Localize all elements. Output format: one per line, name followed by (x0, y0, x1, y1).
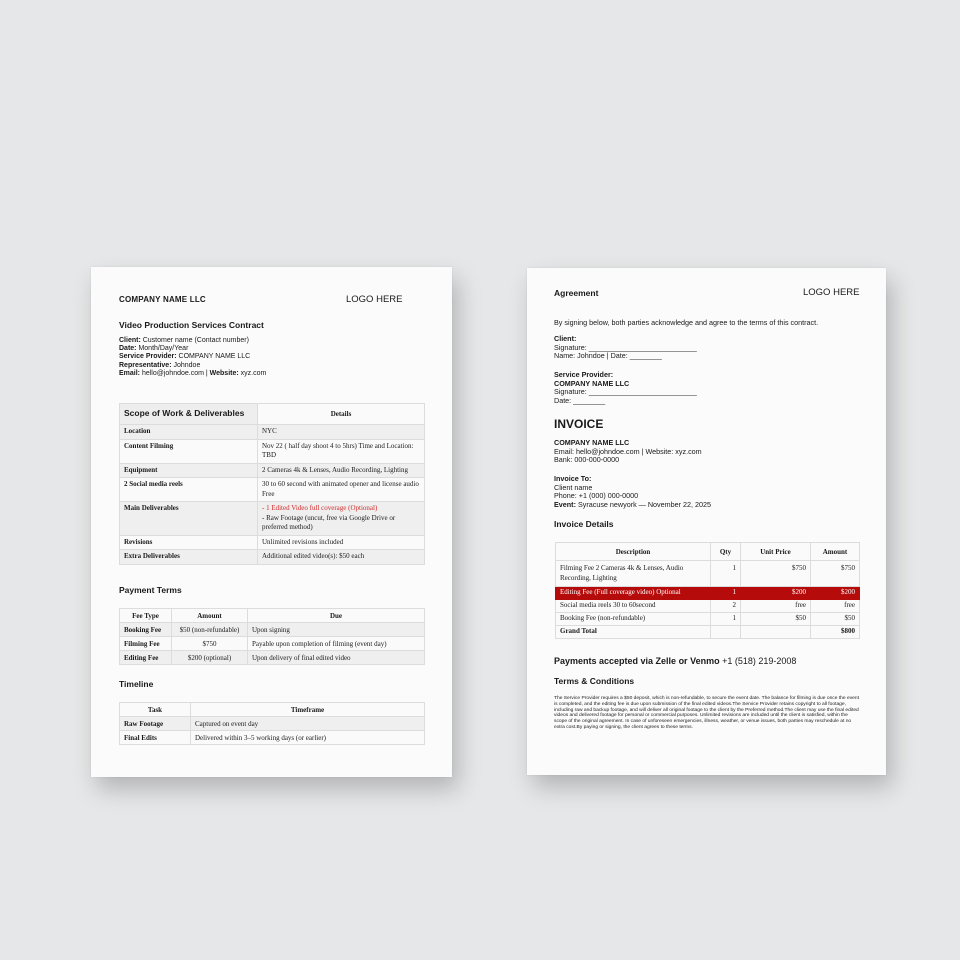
rep-label: Representative: (119, 361, 172, 369)
provider-signature-line: Signature: ___________________________ (554, 387, 697, 397)
agreement-heading: Agreement (554, 288, 599, 298)
col-header: Fee Type (120, 609, 172, 623)
item-unit-price: $750 (741, 561, 811, 587)
item-amount: $50 (811, 613, 860, 626)
table-row (120, 637, 425, 651)
client-value: Customer name (Contact number) (140, 337, 249, 344)
timeline-table (119, 702, 425, 745)
row-label: Location (120, 425, 258, 440)
row-label: Equipment (120, 463, 258, 478)
event-value: Syracuse newyork — November 22, 2025 (575, 499, 711, 509)
table-row (120, 502, 425, 536)
item-description: Filming Fee 2 Cameras 4k & Lenses, Audio Recording, Lighting (556, 561, 711, 587)
item-description: Editing Fee (Full coverage video) Optional (556, 587, 711, 600)
row-value (258, 502, 425, 536)
contract-info (119, 337, 266, 378)
provider-label: Service Provider: (119, 353, 177, 361)
grand-total-row (556, 626, 860, 639)
scope-heading: Scope of Work & Deliverables (120, 404, 258, 425)
payments-methods: Payments accepted via Zelle or Venmo (554, 656, 720, 666)
row-label: Content Filming (120, 439, 258, 463)
row-value: 30 to 60 second with animated opener and license audio Free (258, 478, 425, 502)
fee-type: Booking Fee (120, 623, 172, 637)
client-label: Client: (119, 337, 141, 344)
payments-phone: +1 (518) 219-2008 (719, 656, 797, 666)
invoice-to-name: Client name (554, 482, 593, 492)
provider-name: COMPANY NAME LLC (554, 378, 630, 388)
task-timeframe: Delivered within 3–5 working days (or earlier) (191, 731, 425, 745)
timeline-heading: Timeline (119, 679, 154, 689)
item-description: Social media reels 30 to 60second (556, 600, 711, 613)
provider-label: Service Provider: (554, 370, 614, 379)
terms-text: The Service Provider requires a $50 deposit, which is non-refundable, to secure the event date. The balance for filming is due once the event is completed, and the editing fee is due upon submission of the final edited videos.The Service Provider retains copyright to all footage, including raw and backup footage, and will deliver all original footage to the client by the Preferred method.The client may use the final edited videos and delivered footage for personal or commercial purposes. Unlimited revisions are included until the client is satisfied, within the scope of the original agreement. In case of unforeseen emergencies, illness, weather, or venue issues, both parties may reschedule at no extra cost.By paying or signing, the client agrees to these terms. (554, 696, 859, 730)
table-row (556, 561, 860, 587)
provider-value: COMPANY NAME LLC (176, 353, 251, 361)
row-value: 2 Cameras 4k & Lenses, Audio Recording, Lighting (258, 463, 425, 478)
invoice-title: INVOICE (554, 417, 604, 431)
item-qty: 1 (711, 613, 741, 626)
table-row (120, 535, 425, 550)
payment-table (119, 608, 425, 665)
date-label: Date: (119, 345, 137, 353)
grand-total-value: $800 (811, 626, 860, 639)
contract-title: Video Production Services Contract (119, 320, 264, 330)
invoice-to-phone: Phone: +1 (000) 000-0000 (554, 491, 639, 501)
agreement-intro: By signing below, both parties acknowledge and agree to the terms of this contract. (554, 318, 819, 327)
table-row (120, 463, 425, 478)
email-label: Email: (119, 369, 141, 377)
client-signature-block (554, 335, 697, 361)
details-header: Details (258, 404, 425, 425)
company-name: COMPANY NAME LLC (119, 295, 206, 304)
invoice-table (555, 542, 860, 639)
scope-table (119, 403, 425, 565)
table-row (120, 731, 425, 745)
row-label: Main Deliverables (120, 502, 258, 536)
table-row (120, 425, 425, 440)
client-name-date: Name: Johndoe | Date: ________ (554, 351, 662, 361)
item-unit-price: $50 (741, 613, 811, 626)
optional-deliverable: - 1 Edited Video full coverage (Optional) (262, 504, 378, 512)
table-row (120, 439, 425, 463)
invoice-to-block (554, 475, 711, 509)
empty-cell (711, 626, 741, 639)
item-unit-price: free (741, 600, 811, 613)
table-row (556, 613, 860, 626)
provider-signature-block (554, 371, 697, 405)
item-unit-price: $200 (741, 587, 811, 600)
table-row-highlighted (556, 587, 860, 600)
event-label: Event: (554, 499, 576, 509)
email-value: hello@johndoe.com | (140, 369, 210, 377)
task-name: Final Edits (120, 731, 191, 745)
client-signature-line: Signature: ___________________________ (554, 342, 697, 352)
item-qty: 1 (711, 587, 741, 600)
table-row (120, 550, 425, 565)
col-header: Qty (711, 543, 741, 561)
col-header: Description (556, 543, 711, 561)
fee-due: Payable upon completion of filming (event day) (248, 637, 425, 651)
row-label: Revisions (120, 535, 258, 550)
website-label: Website: (209, 369, 239, 377)
task-name: Raw Footage (120, 717, 191, 731)
table-row (556, 600, 860, 613)
item-description: Booking Fee (non-refundable) (556, 613, 711, 626)
fee-due: Upon signing (248, 623, 425, 637)
invoice-details-heading: Invoice Details (554, 519, 614, 529)
website-value: xyz.com (238, 369, 267, 377)
logo-placeholder: LOGO HERE (803, 287, 860, 298)
raw-deliverable: - Raw Footage (uncut, free via Google Drive or preferred method) (262, 513, 396, 531)
item-amount: $200 (811, 587, 860, 600)
task-timeframe: Captured on event day (191, 717, 425, 731)
row-label: 2 Social media reels (120, 478, 258, 502)
col-header: Unit Price (741, 543, 811, 561)
invoice-to-label: Invoice To: (554, 474, 592, 483)
logo-placeholder: LOGO HERE (346, 294, 403, 305)
item-amount: free (811, 600, 860, 613)
terms-heading: Terms & Conditions (554, 676, 635, 686)
invoice-page (527, 268, 886, 775)
col-header: Amount (811, 543, 860, 561)
table-row (120, 478, 425, 502)
item-qty: 2 (711, 600, 741, 613)
fee-amount: $50 (non-refundable) (172, 623, 248, 637)
client-label: Client: (554, 334, 577, 343)
fee-due: Upon delivery of final edited video (248, 651, 425, 665)
fee-amount: $750 (172, 637, 248, 651)
table-row (120, 651, 425, 665)
empty-cell (741, 626, 811, 639)
fee-type: Editing Fee (120, 651, 172, 665)
col-header: Task (120, 703, 191, 717)
invoice-email: Email: hello@johndoe.com | Website: xyz.com (554, 446, 702, 456)
row-value: Additional edited video(s): $50 each (258, 550, 425, 565)
grand-total-label: Grand Total (556, 626, 711, 639)
col-header: Amount (172, 609, 248, 623)
col-header: Timeframe (191, 703, 425, 717)
provider-date: Date: ________ (554, 395, 606, 405)
payment-heading: Payment Terms (119, 585, 182, 595)
row-value: NYC (258, 425, 425, 440)
date-value: Month/Day/Year (136, 345, 189, 353)
fee-amount: $200 (optional) (172, 651, 248, 665)
invoice-company-block (554, 439, 702, 465)
col-header: Due (248, 609, 425, 623)
invoice-company: COMPANY NAME LLC (554, 438, 630, 447)
payments-line (554, 656, 796, 666)
row-label: Extra Deliverables (120, 550, 258, 565)
table-row (120, 623, 425, 637)
fee-type: Filming Fee (120, 637, 172, 651)
invoice-bank: Bank: 000-000-0000 (554, 455, 620, 465)
item-amount: $750 (811, 561, 860, 587)
row-value: Unlimited revisions included (258, 535, 425, 550)
contract-page (91, 267, 452, 777)
row-value: Nov 22 ( half day shoot 4 to 5hrs) Time and Location: TBD (258, 439, 425, 463)
rep-value: Johndoe (171, 361, 201, 369)
table-row (120, 717, 425, 731)
item-qty: 1 (711, 561, 741, 587)
